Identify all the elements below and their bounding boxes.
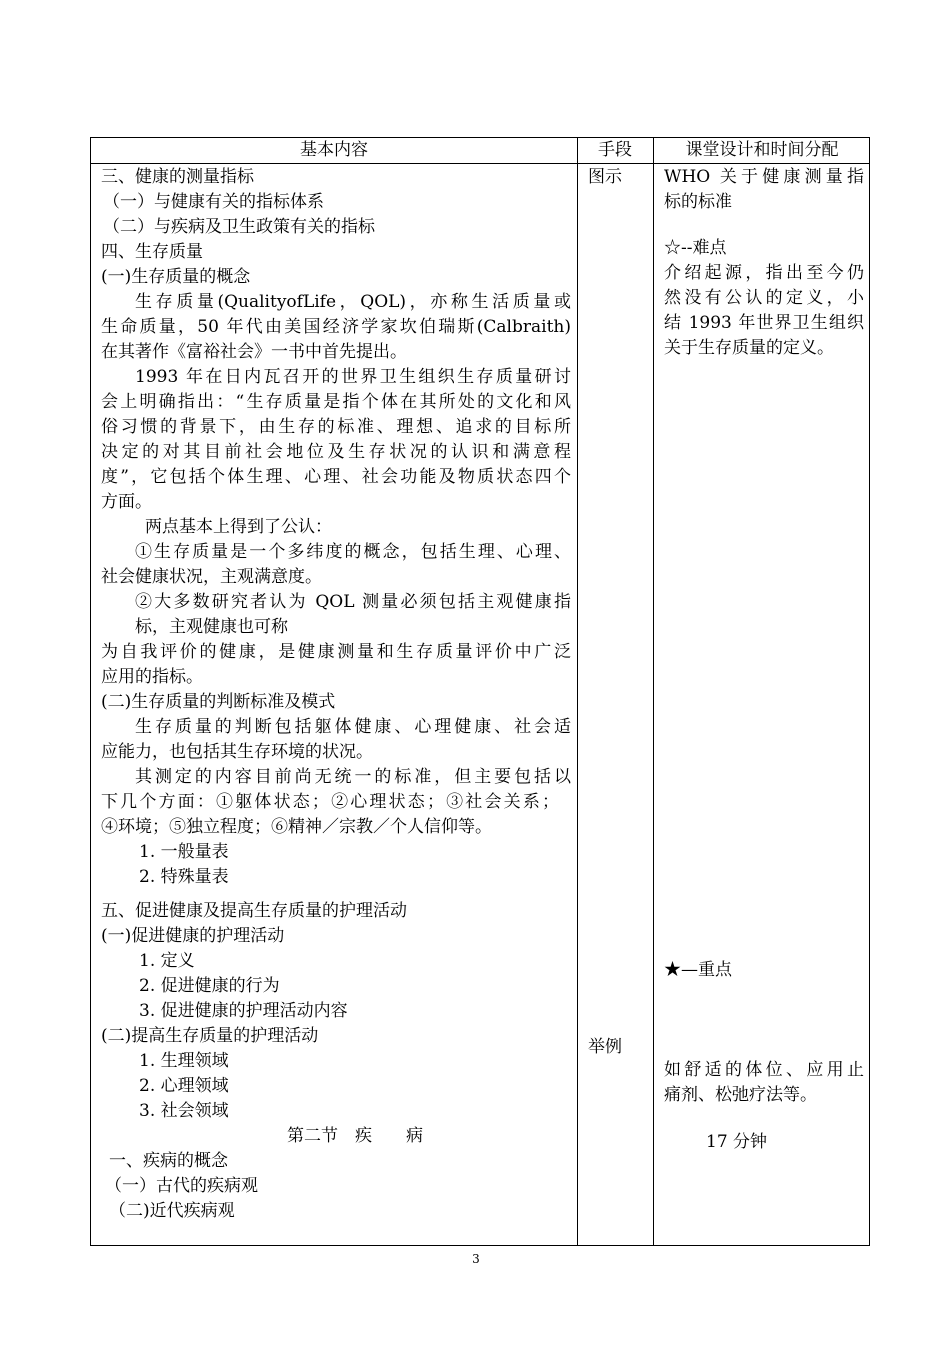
design-line: 介绍起源，指出至今仍 [664,263,864,283]
content-line: 2. 心理领域 [139,1076,229,1096]
content-line: 生存质量的判断包括躯体健康、心理健康、社会适 [135,717,571,737]
content-line: (二)生存质量的判断标准及模式 [101,692,336,712]
content-line: 1. 生理领域 [139,1051,229,1071]
content-line: (一)促进健康的护理活动 [101,926,285,946]
content-line: 下几个方面：①躯体状态；②心理状态；③社会关系； [101,792,559,812]
header-class-design: 课堂设计和时间分配 [685,140,839,160]
content-line: 1993 年在日内瓦召开的世界卫生组织生存质量研讨 [135,367,571,387]
content-line: 在其著作《富裕社会》一书中首先提出。 [101,342,407,362]
content-line: （一）古代的疾病观 [105,1176,258,1196]
content-line: 三、健康的测量指标 [101,167,254,187]
content-line: （二)近代疾病观 [109,1201,235,1221]
content-line: 生命质量，50 年代由美国经济学家坎伯瑞斯(Calbraith) [101,317,571,337]
page-number: 3 [472,1252,480,1266]
design-line: 标的标准 [664,192,732,212]
column-divider [653,138,654,1245]
content-line: ④环境；⑤独立程度；⑥精神／宗教／个人信仰等。 [101,817,492,837]
content-line: 四、生存质量 [101,242,203,262]
content-line: （一）与健康有关的指标体系 [103,192,324,212]
header-means: 手段 [598,140,632,160]
content-line: 度”，它包括个体生理、心理、社会功能及物质状态四个 [101,467,571,487]
content-line: 应用的指标。 [101,667,203,687]
content-line: 为自我评价的健康，是健康测量和生存质量评价中广泛 [101,642,571,662]
content-line: 五、促进健康及提高生存质量的护理活动 [101,901,407,921]
design-line: 痛剂、松弛疗法等。 [664,1085,817,1105]
design-line: 然没有公认的定义，小 [664,288,864,308]
column-divider [577,138,578,1245]
content-line: 两点基本上得到了公认： [145,517,332,537]
key-point-note: ★—重点 [664,960,732,980]
lesson-plan-table [90,137,870,1246]
content-line: 其测定的内容目前尚无统一的标准，但主要包括以 [135,767,571,787]
design-line: WHO 关于健康测量指 [664,167,864,187]
content-line: （二）与疾病及卫生政策有关的指标 [103,217,375,237]
design-line: 如舒适的体位、应用止 [664,1060,864,1080]
content-line: ②大多数研究者认为 QOL 测量必须包括主观健康指 [135,592,571,612]
content-line: 3. 社会领域 [139,1101,229,1121]
content-line: 决定的对其目前社会地位及生存状况的认识和满意程 [101,442,571,462]
content-line: 俗习惯的背景下，由生存的标准、理想、追求的目标所 [101,417,571,437]
content-line: 社会健康状况，主观满意度。 [101,567,322,587]
content-line: 标，主观健康也可称 [135,617,288,637]
section-heading: 第二节 疾 病 [287,1126,423,1146]
header-divider [91,163,869,164]
content-line: 2. 特殊量表 [139,867,229,887]
content-line: 生存质量(QualityofLife，QOL)，亦称生活质量或 [135,292,571,312]
means-item: 图示 [588,167,622,187]
content-line: (二)提高生存质量的护理活动 [101,1026,319,1046]
content-line: 1. 一般量表 [139,842,229,862]
content-line: ①生存质量是一个多纬度的概念，包括生理、心理、 [135,542,571,562]
content-line: 1. 定义 [139,951,195,971]
content-line: 会上明确指出：“生存质量是指个体在其所处的文化和风 [101,392,571,412]
means-item: 举例 [588,1037,622,1057]
time-allocation: 17 分钟 [706,1132,768,1152]
header-basic-content: 基本内容 [300,140,368,160]
design-line: 关于生存质量的定义。 [664,338,834,358]
content-line: 一、疾病的概念 [109,1151,228,1171]
design-line: 结 1993 年世界卫生组织 [664,313,864,333]
content-line: 2. 促进健康的行为 [139,976,280,996]
content-line: (一)生存质量的概念 [101,267,251,287]
difficulty-note: ☆--难点 [664,238,727,258]
content-line: 方面。 [101,492,152,512]
content-line: 3. 促进健康的护理活动内容 [139,1001,348,1021]
content-line: 应能力，也包括其生存环境的状况。 [101,742,373,762]
